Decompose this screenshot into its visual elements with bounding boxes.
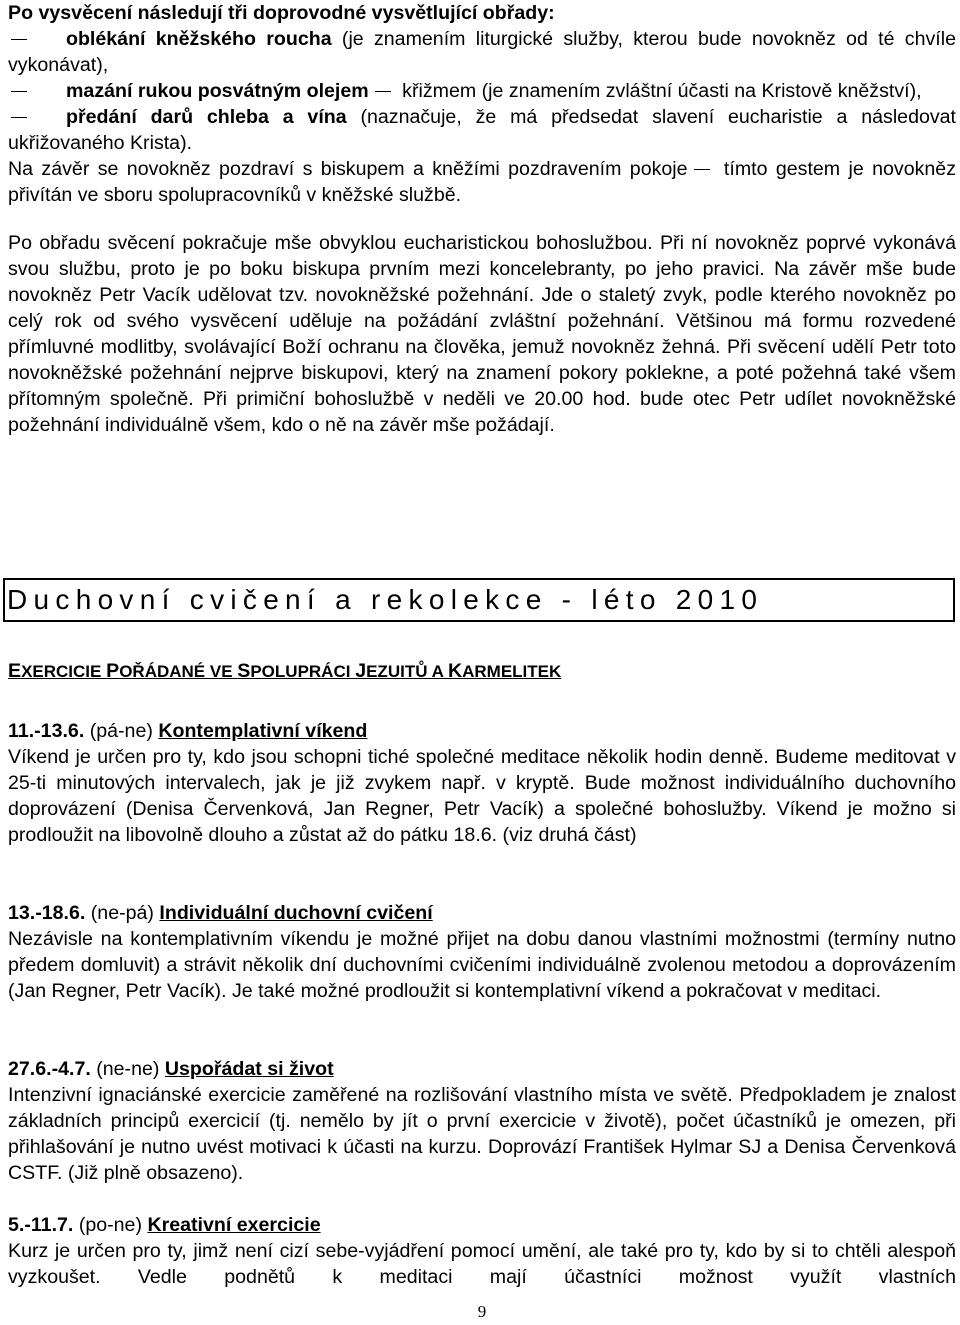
list-item: oblékání kněžského roucha (je znamením liturgické služby, kterou bude novokněz od té chvíle vykonávat), [8,28,956,76]
dash-icon [694,169,710,170]
subheading: EXERCICIE POŘÁDANÉ VE SPOLUPRÁCI JEZUITŮ A KARMELITEK [8,660,562,682]
event-body: Nezávisle na kontemplativním víkendu je možné přijet na dobu danou vlastními možnostmi (termíny nutno předem domluvit) a strávit několik dní duchovními cvičeními individuálně zvolenou metodou a doprovázením (Jan Regner, Petr Vacík). Je také možné prodloužit si kontemplativní víkend a pokračovat v meditaci. [8,928,956,1002]
dash-bullet-icon [8,78,66,104]
event-body: Víkend je určen pro ty, kdo jsou schopni tiché společné meditace několik hodin denně. Budeme meditovat v 25-ti minutových intervalech, jak je již zvykem např. v kryptě. Bude možnost individuálního duchovního doprovázení (Denisa Červenková, Jan Regner, Petr Vacík) a společné bohoslužby. Víkend je možno si prodloužit na libovolně dlouho a zůstat až do pátku 18.6. (viz druhá část) [8,746,956,846]
page-number: 9 [477,1302,487,1321]
event-body: Kurz je určen pro ty, jimž není cizí sebe-vyjádření pomocí umění, ale také pro ty, kdo by si to chtěli alespoň vyzkoušet. Vedle podnětů k meditaci mají účastníci možnost využít vlastních [8,1240,956,1288]
mass-paragraph: Po obřadu svěcení pokračuje mše obvyklou eucharistickou bohoslužbou. Při ní novokněz poprvé vykonává svou službu, proto je po boku biskupa prvním mezi koncelebranty, po jeho pravici. Na závěr mše bude novokněz Petr Vacík udělovat tzv. novokněžské požehnání. Jde o staletý zvyk, podle kterého novokněz po celý rok od svého vysvěcení uděluje na požádání zvláštní požehnání. Většinou má formu rozvedené přímluvné modlitby, svolávající Boží ochranu na člověka, jemuž novokněz žehná. Při svěcení udělí Petr toto novokněžské požehnání nejprve biskupovi, který na znamení pokory poklekne, a poté požehná také všem přítomným společně. Při primiční bohoslužbě v neděli ve 20.00 hod. bude otec Petr udílet novokněžské požehnání individuálně všem, kdo o ně na závěr mše požádají. [8,232,956,436]
event-heading: 5.-11.7. (po-ne) Kreativní exercicie [8,1214,321,1236]
section-title: Duchovní cvičení a rekolekce - léto 2010 [7,584,764,615]
event-block [8,1056,956,1186]
event-block [8,1212,956,1290]
dash-icon [375,91,391,92]
intro-heading: Po vysvěcení následují tři doprovodné vysvětlující obřady: [8,2,555,24]
event-block [8,900,956,1004]
section-title-box [3,578,955,622]
event-block [8,718,956,848]
dash-bullet-icon [8,26,66,52]
dash-bullet-icon [8,104,66,130]
intro-closing: Na závěr se novokněz pozdraví s biskupem a kněžími pozdravením pokoje tímto gestem je novokněz přivítán ve sboru spolupracovníků v kněžské službě. [8,158,956,206]
event-heading: 27.6.-4.7. (ne-ne) Uspořádat si život [8,1058,334,1080]
document-page [8,0,956,438]
event-heading: 11.-13.6. (pá-ne) Kontemplativní víkend [8,720,368,742]
event-body: Intenzivní ignaciánské exercicie zaměřené na rozlišování vlastního místa ve světě. Předpokladem je znalost základních principů exercicií (tj. nemělo by jít o první exercicie v životě), počet účastníků je omezen, při přihlašování je nutno uvést motivaci k účasti na kurzu. Doprovází František Hylmar SJ a Denisa Červenková CSTF. (Již plně obsazeno). [8,1084,956,1184]
list-item: předání darů chleba a vína (naznačuje, že má předsedat slavení eucharistie a následovat ukřižovaného Krista). [8,106,956,154]
list-item: mazání rukou posvátným olejem křižmem (je znamením zvláštní účasti na Kristově kněžství), [8,78,956,104]
event-heading: 13.-18.6. (ne-pá) Individuální duchovní cvičení [8,902,433,924]
